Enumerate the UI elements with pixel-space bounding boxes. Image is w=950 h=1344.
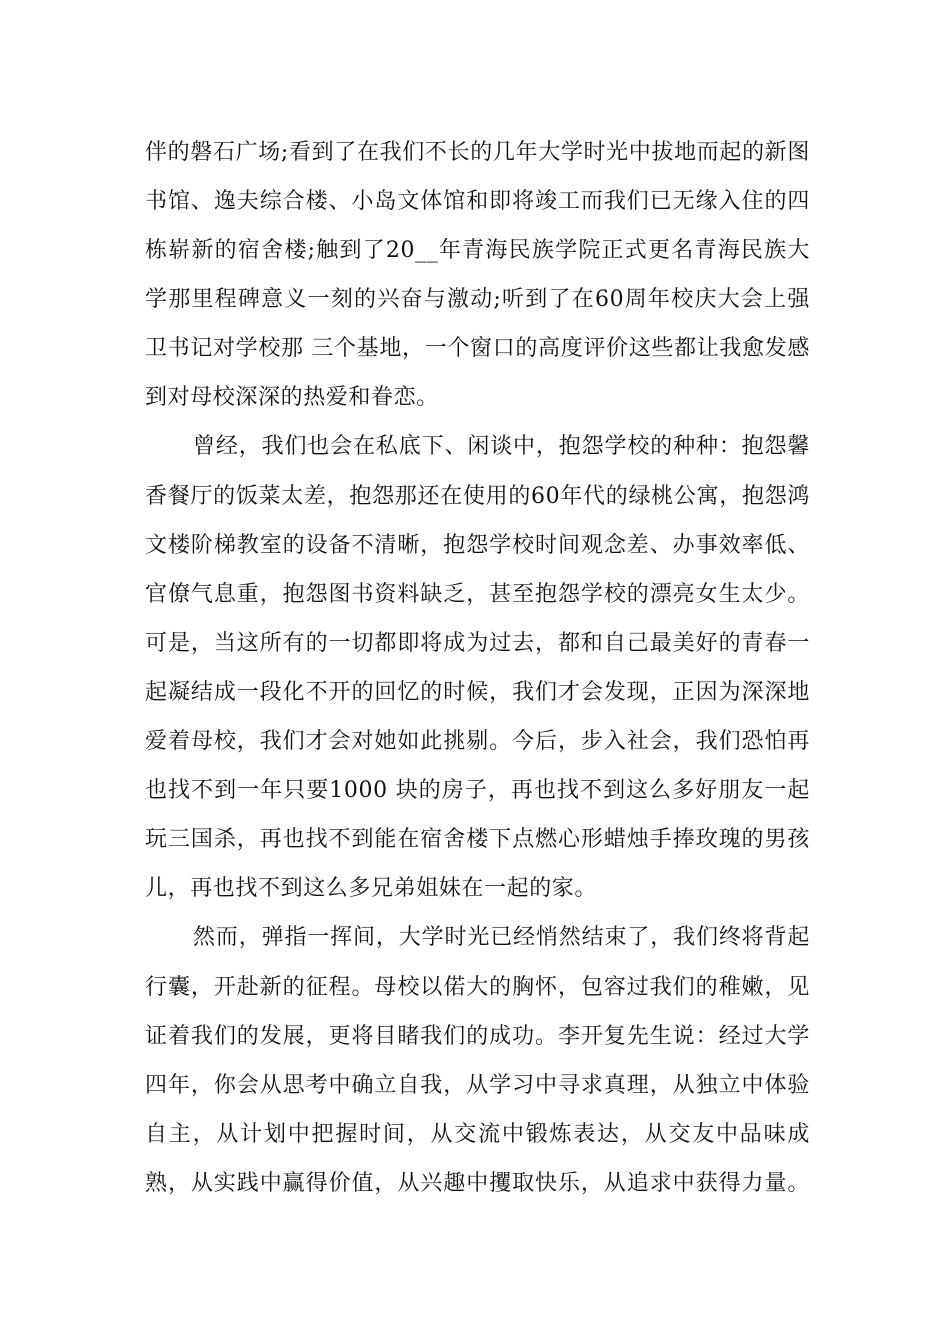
paragraph-first-line: 然而，弹指一挥间，大学时光已经悄然结束了，我们终将背起	[193, 925, 810, 950]
text-line: 卫书记对学校那 三个基地，一个窗口的高度评价这些都让我愈发感	[145, 336, 810, 361]
text-line: 栋崭新的宿舍楼;触到了20__年青海民族学院正式更名青海民族大	[145, 238, 810, 263]
text-line: 熟，从实践中赢得价值，从兴趣中攫取快乐，从追求中获得力量。	[145, 1171, 810, 1196]
text-line: 玩三国杀，再也找不到能在宿舍楼下点燃心形蜡烛手捧玫瑰的男孩	[145, 827, 810, 852]
text-line: 到对母校深深的热爱和眷恋。	[145, 385, 439, 410]
text-line: 儿，再也找不到这么多兄弟姐妹在一起的家。	[145, 876, 598, 901]
text-line: 文楼阶梯教室的设备不清晰，抱怨学校时间观念差、办事效率低、	[145, 533, 810, 558]
text-line: 四年，你会从思考中确立自我，从学习中寻求真理，从独立中体验	[145, 1073, 810, 1098]
text-line: 伴的磐石广场;看到了在我们不长的几年大学时光中拔地而起的新图	[145, 140, 810, 165]
text-line: 起凝结成一段化不开的回忆的时候，我们才会发现，正因为深深地	[145, 680, 810, 705]
text-line: 学那里程碑意义一刻的兴奋与激动;听到了在60周年校庆大会上强	[145, 287, 810, 312]
text-line: 书馆、逸夫综合楼、小岛文体馆和即将竣工而我们已无缘入住的四	[145, 189, 810, 214]
text-line: 证着我们的发展，更将目睹我们的成功。李开复先生说：经过大学	[145, 1024, 810, 1049]
text-line: 自主，从计划中把握时间，从交流中锻炼表达，从交友中品味成	[145, 1122, 810, 1147]
text-line: 爱着母校，我们才会对她如此挑剔。今后，步入社会，我们恐怕再	[145, 729, 810, 754]
paragraph-first-line: 曾经，我们也会在私底下、闲谈中，抱怨学校的种种：抱怨馨	[193, 434, 810, 459]
text-line: 香餐厅的饭菜太差，抱怨那还在使用的60年代的绿桃公寓，抱怨鸿	[145, 484, 810, 509]
text-line: 也找不到一年只要1000 块的房子，再也找不到这么多好朋友一起	[145, 778, 810, 803]
text-line: 行囊，开赴新的征程。母校以偌大的胸怀，包容过我们的稚嫩，见	[145, 975, 810, 1000]
text-line: 可是，当这所有的一切都即将成为过去，都和自己最美好的青春一	[145, 631, 810, 656]
text-line: 官僚气息重，抱怨图书资料缺乏，甚至抱怨学校的漂亮女生太少。	[145, 582, 810, 607]
